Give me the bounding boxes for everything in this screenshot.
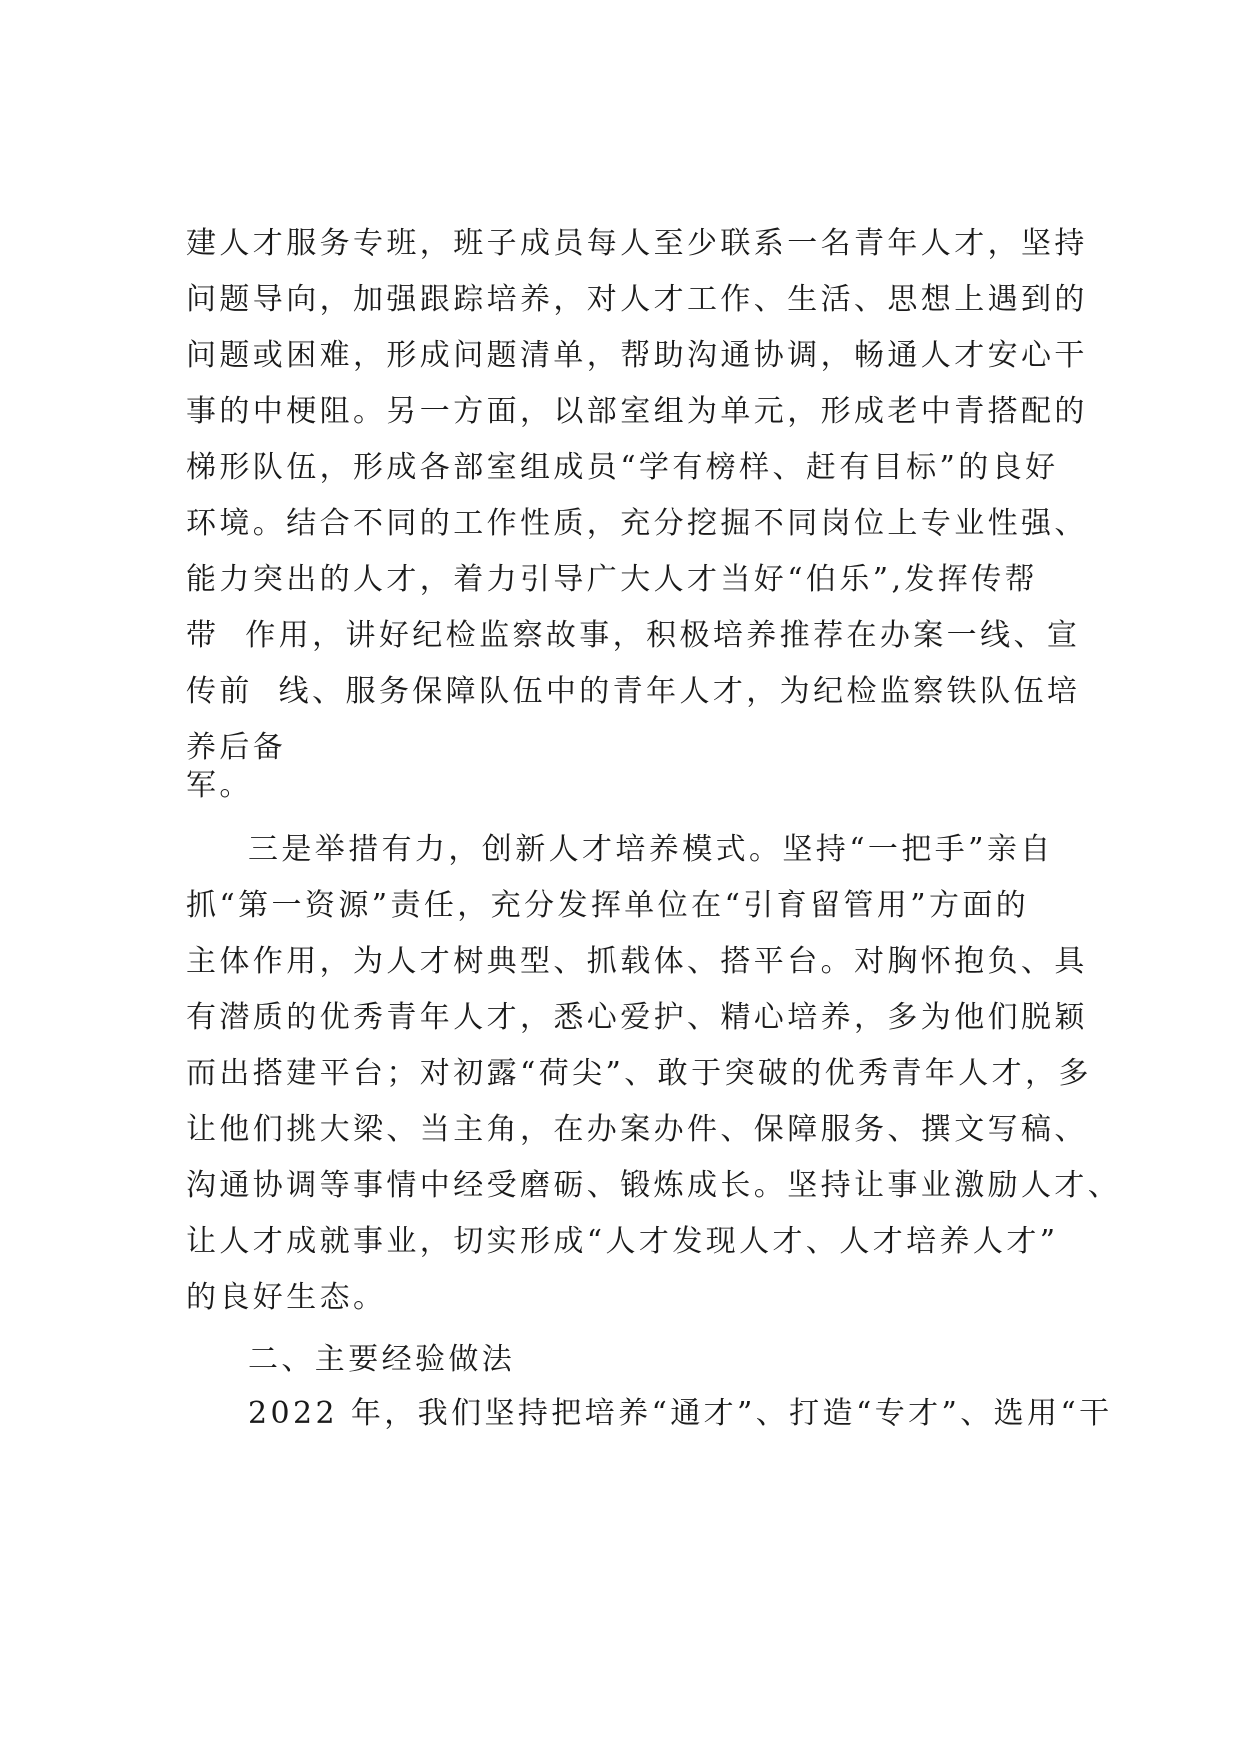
paragraph-start-line: 三是举措有力，创新人才培养模式。坚持“一把手”亲自 <box>248 832 1054 867</box>
body-text-line: 建人才服务专班，班子成员每人至少联系一名青年人才，坚持 <box>186 226 1088 261</box>
body-text-line: 问题或困难，形成问题清单，帮助沟通协调，畅通人才安心干 <box>186 338 1088 373</box>
body-text-line: 而出搭建平台；对初露“荷尖”、敢于突破的优秀青年人才，多 <box>186 1056 1092 1091</box>
body-text-line: 带 作用，讲好纪检监察故事，积极培养推荐在办案一线、宣 <box>186 618 1081 653</box>
body-text-line: 问题导向，加强跟踪培养，对人才工作、生活、思想上遇到的 <box>186 282 1088 317</box>
body-text-line: 的良好生态。 <box>186 1280 387 1315</box>
body-text-line: 主体作用，为人才树典型、抓载体、搭平台。对胸怀抱负、具 <box>186 944 1088 979</box>
body-text-line: 环境。结合不同的工作性质，充分挖掘不同岗位上专业性强、 <box>186 506 1088 541</box>
body-text-line: 让他们挑大梁、当主角，在办案办件、保障服务、撰文写稿、 <box>186 1112 1088 1147</box>
body-text-line: 事的中梗阻。另一方面，以部室组为单元，形成老中青搭配的 <box>186 394 1088 429</box>
body-text-line: 有潜质的优秀青年人才，悉心爱护、精心培养，多为他们脱颖 <box>186 1000 1088 1035</box>
body-text-line: 沟通协调等事情中经受磨砺、锻炼成长。坚持让事业激励人才、 <box>186 1168 1122 1203</box>
body-text-line: 养后备 <box>186 730 287 765</box>
paragraph-start-line: 2022 年，我们坚持把培养“通才”、打造“专才”、选用“干 <box>248 1396 1113 1431</box>
body-text-line: 梯形队伍，形成各部室组成员“学有榜样、赶有目标”的良好 <box>186 450 1059 485</box>
body-text-line: 让人才成就事业，切实形成“人才发现人才、人才培养人才” <box>186 1224 1059 1259</box>
body-text-line: 能力突出的人才，着力引导广大人才当好“伯乐”,发挥传帮 <box>186 562 1039 597</box>
section-heading: 二、主要经验做法 <box>248 1342 516 1377</box>
body-text-line: 军。 <box>186 768 253 803</box>
body-text-line: 抓“第一资源”责任，充分发挥单位在“引育留管用”方面的 <box>186 888 1030 923</box>
body-text-line: 传前 线、服务保障队伍中的青年人才，为纪检监察铁队伍培 <box>186 674 1081 709</box>
